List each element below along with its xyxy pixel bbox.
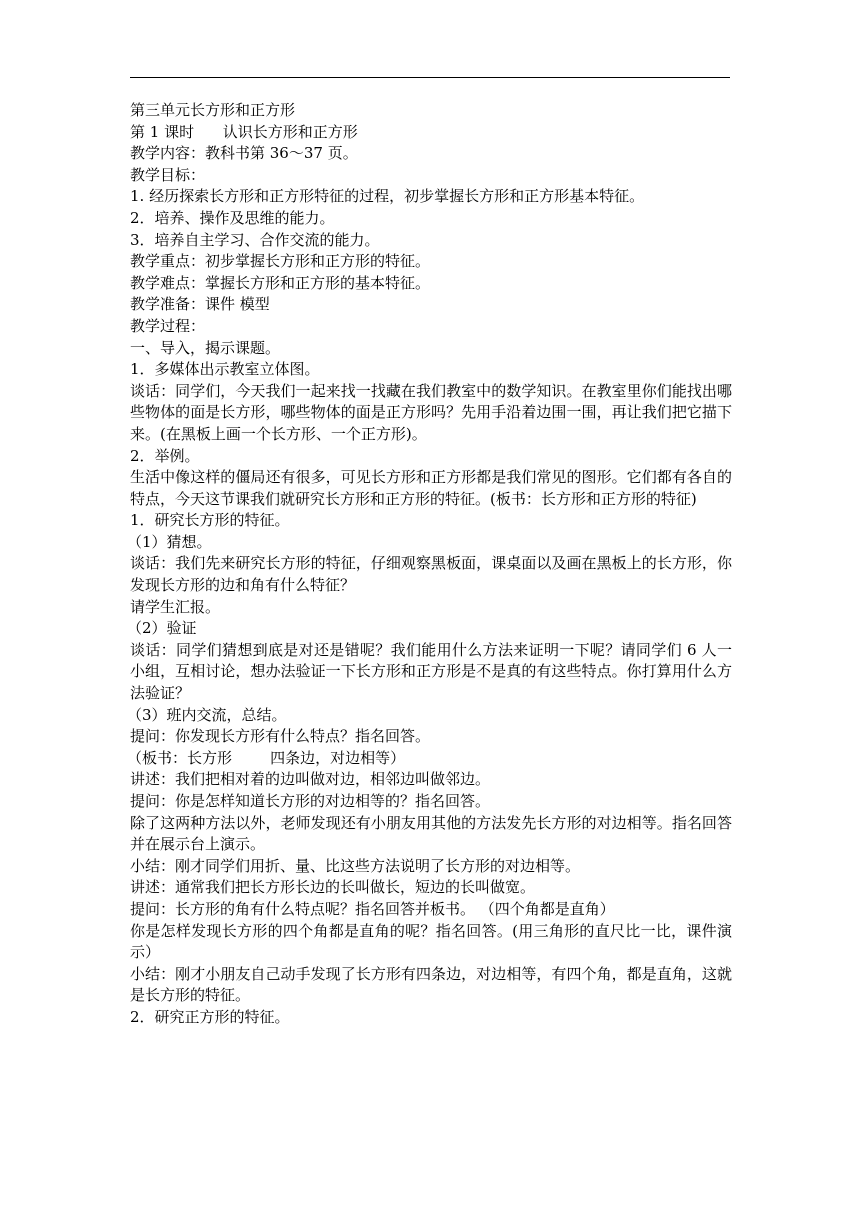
explain-1: 讲述：我们把相对着的边叫做对边，相邻边叫做邻边。 [130, 770, 491, 789]
paragraph-right-angles: 你是怎样发现长方形的四个角都是直角的呢？指名回答。(用三角形的直尺比一比，课件演示） [130, 921, 732, 962]
step-2: 2．举例。 [130, 446, 200, 465]
teaching-goals-heading: 教学目标： [130, 165, 206, 184]
section-1-heading: 一、导入，揭示课题。 [130, 338, 281, 357]
summary-1: 小结：刚才同学们用折、量、比这些方法说明了长方形的对边相等。 [130, 856, 581, 875]
goal-item-1: 1. 经历探索长方形和正方形特征的过程，初步掌握长方形和正方形基本特征。 [130, 187, 645, 206]
goal-item-3: 3．培养自主学习、合作交流的能力。 [130, 230, 380, 249]
explain-2: 讲述：通常我们把长方形长边的长叫做长，短边的长叫做宽。 [130, 878, 536, 897]
paragraph-talk-1: 谈话：同学们，今天我们一起来找一找藏在我们教室中的数学知识。在教室里你们能找出哪些物体的面是长方形，哪些物体的面是正方形吗？先用手沿着边围一围，再让我们把它描下来。(在黑板上画一个长方形、一个正方形)。 [130, 381, 732, 443]
question-3: 提问：长方形的角有什么特点呢？指名回答并板书。 （四个角都是直角） [130, 899, 615, 918]
subsection-square-heading: 2．研究正方形的特征。 [130, 1007, 290, 1026]
lesson-title: 第 1 课时 认识长方形和正方形 [130, 122, 358, 141]
document-body [127, 100, 732, 1029]
paragraph-talk-2: 谈话：我们先来研究长方形的特征，仔细观察黑板面，课桌面以及画在黑板上的长方形，你发现长方形的边和角有什么特征？ [130, 554, 732, 595]
unit-title: 第三单元长方形和正方形 [130, 101, 296, 119]
paragraph-talk-3: 谈话：同学们猜想到底是对还是错呢？我们能用什么方法来证明一下呢？请同学们 6 人一小组，互相讨论，想办法验证一下长方形和正方形是不是真的有这些特点。你打算用什么方法验证？ [130, 640, 732, 703]
guess-heading: （1）猜想。 [127, 532, 212, 551]
subsection-rectangle-heading: 1．研究长方形的特征。 [130, 511, 290, 530]
summary-2: 小结：刚才小朋友自己动手发现了长方形有四条边，对边相等，有四个角，都是直角，这就是长方形的特征。 [130, 964, 732, 1005]
paragraph-other-methods: 除了这两种方法以外，老师发现还有小朋友用其他的方法发先长方形的对边相等。指名回答并在展示台上演示。 [130, 813, 732, 854]
paragraph-life-examples: 生活中像这样的僵局还有很多，可见长方形和正方形都是我们常见的图形。它们都有各自的特点，今天这节课我们就研究长方形和正方形的特征。(板书：长方形和正方形的特征) [130, 468, 732, 508]
question-1: 提问：你发现长方形有什么特点？指名回答。 [130, 727, 431, 746]
board-note-1: （板书：长方形 四条边，对边相等） [127, 748, 406, 767]
class-exchange-heading: （3）班内交流，总结。 [127, 705, 287, 724]
teaching-content: 教学内容：教科书第 36～37 页。 [130, 144, 358, 163]
goal-item-2: 2．培养、操作及思维的能力。 [130, 208, 335, 227]
teaching-focus: 教学重点：初步掌握长方形和正方形的特征。 [130, 252, 431, 271]
teaching-preparation: 教学准备：课件 模型 [130, 295, 270, 314]
teaching-process-heading: 教学过程： [130, 316, 206, 335]
student-report: 请学生汇报。 [130, 597, 221, 616]
verify-heading: （2）验证 [127, 619, 197, 638]
question-2: 提问：你是怎样知道长方形的对边相等的？指名回答。 [130, 792, 491, 810]
teaching-difficulty: 教学难点：掌握长方形和正方形的基本特征。 [130, 273, 431, 292]
step-1: 1．多媒体出示教室立体图。 [130, 360, 320, 379]
header-rule [130, 77, 730, 78]
